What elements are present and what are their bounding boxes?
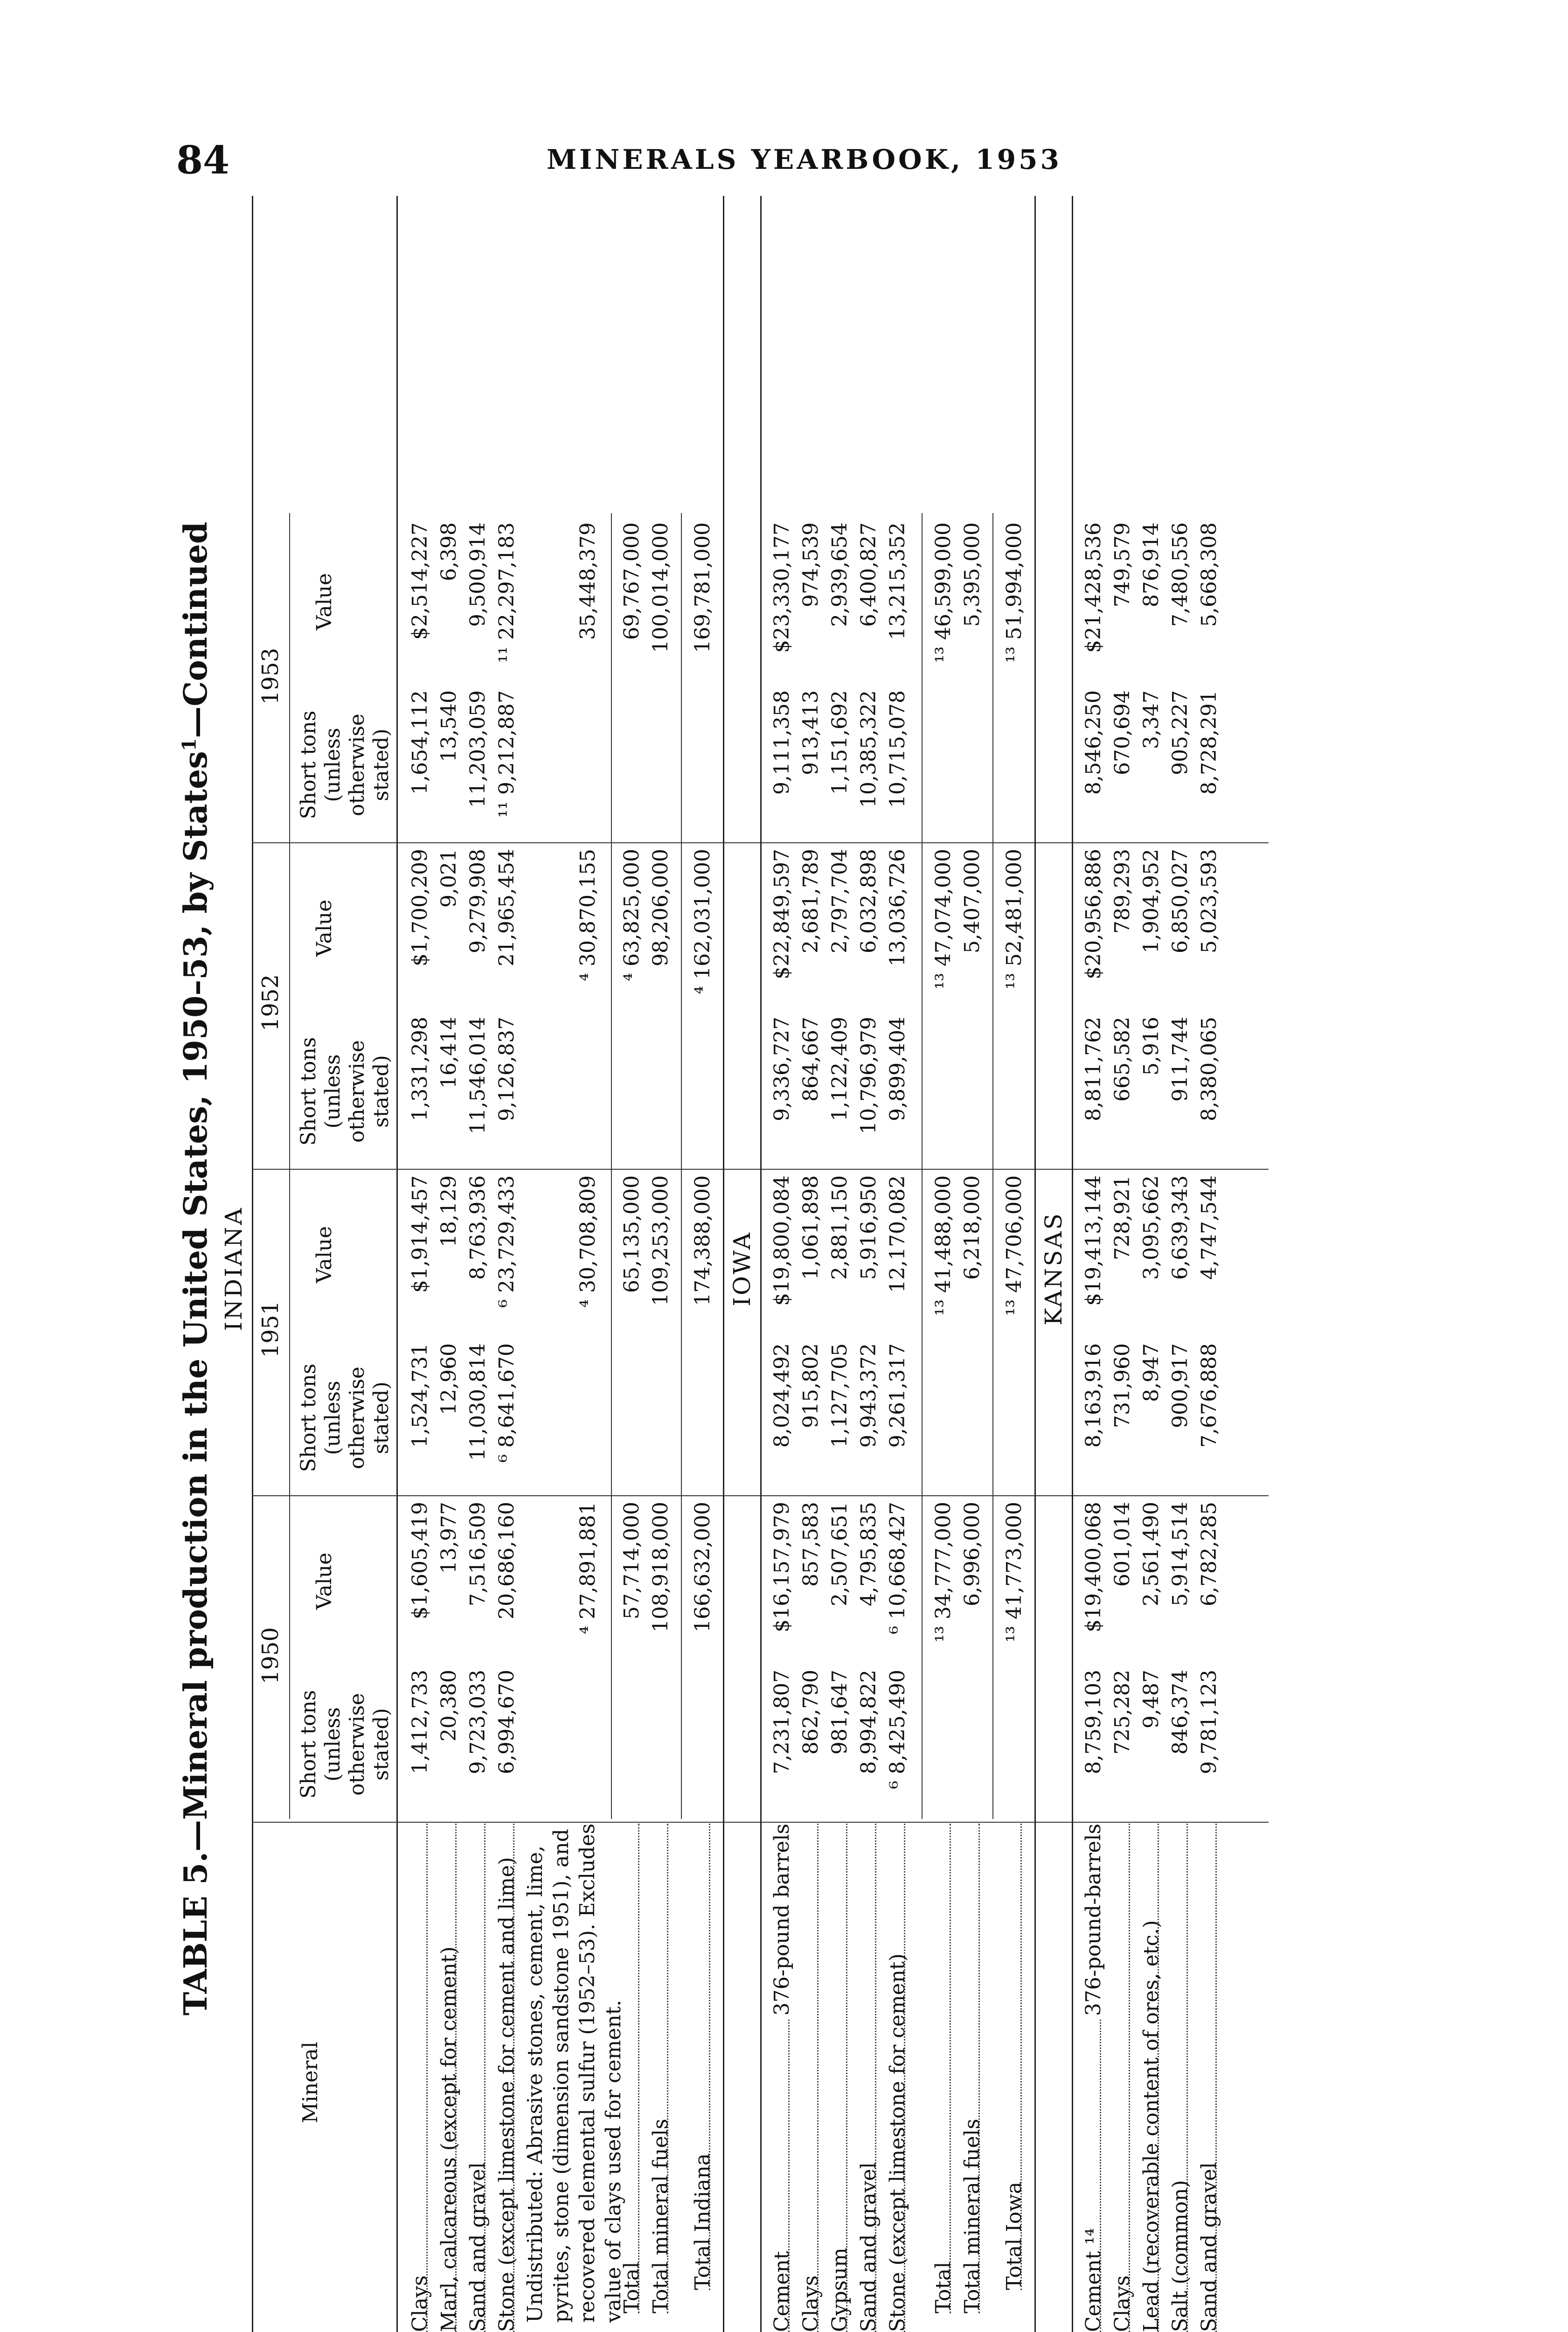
table-row: Lead (recoverable content of ores, etc.) 9,487 2,561,490 8,947 3,095,662 5,916 1,904,952 3,347 876,914 [1137, 196, 1166, 2332]
row-label: Stone (except limestone for cement and lime) [495, 1857, 519, 2332]
table-row: Sand and gravel 9,723,033 7,516,509 11,030,814 8,763,936 11,546,014 9,279,908 11,203,059 9,500,914 [464, 196, 493, 2332]
page-number: 84 [176, 138, 230, 183]
header-bottom-rule [396, 196, 398, 2332]
table-row: Salt (common) 846,374 5,914,514 900,917 6,639,343 911,744 6,850,027 905,227 7,480,556 [1166, 196, 1195, 2332]
qty-header-1953: Short tons (unless otherwise stated) [297, 710, 393, 819]
qty-header-1952: Short tons (unless otherwise stated) [297, 1037, 393, 1146]
year-header-1952: 1952 [257, 974, 284, 1032]
row-label: Clays [799, 2275, 823, 2332]
table-row: Total Iowa ¹³ 41,773,000 ¹³ 47,706,000 ¹³ 52,481,000 ¹³ 51,994,000 [1000, 196, 1029, 2332]
table-row: Stone (except limestone for cement and lime) 6,994,670 20,686,160 ⁶ 8,641,670 ⁶ 23,729,433 9,126,837 21,965,454 ¹¹ 9,212,887 ¹¹ 22,297,183 [493, 196, 521, 2332]
value-header-1950: Value [312, 1552, 336, 1610]
table-row: Total ¹³ 34,777,000 ¹³ 41,488,000 ¹³ 47,074,000 ¹³ 46,599,000 [929, 196, 958, 2332]
page-header [0, 138, 1568, 189]
table-row: Sand and gravel 9,781,123 6,782,285 7,676,888 4,747,544 8,380,065 5,023,593 8,728,291 5,668,308 [1195, 196, 1224, 2332]
table-row: Stone (except limestone for cement) ⁶ 8,425,490 ⁶ 10,668,427 9,261,317 12,170,082 9,899,404 13,036,726 10,715,078 13,215,352 [883, 196, 912, 2332]
row-label: Total [620, 2262, 644, 2313]
row-label: Total Iowa [1002, 2181, 1026, 2290]
state-heading-indiana: INDIANA [220, 1206, 247, 1331]
table-row: Total Indiana 166,632,000 174,388,000 ⁴ 162,031,000 169,781,000 [688, 196, 717, 2332]
running-title: MINERALS YEARBOOK, 1953 [547, 144, 1062, 175]
table-row: Clays 1,412,733 $1,605,419 1,524,731 $1,914,457 1,331,298 $1,700,209 1,654,112 $2,514,227 [406, 196, 435, 2332]
value-header-1951: Value [312, 1226, 336, 1284]
value-header-1953: Value [312, 573, 336, 631]
row-label: Salt (common) [1168, 2180, 1192, 2332]
row-label: Total [931, 2262, 955, 2313]
row-label: Sand and gravel [1197, 2162, 1221, 2332]
row-label: Total mineral fuels [649, 2118, 673, 2313]
table-title: TABLE 5.—Mineral production in the United States, 1950–53, by States$^1$—Continued [177, 521, 215, 2016]
qty-header-1951: Short tons (unless otherwise stated) [297, 1363, 393, 1472]
row-label: Lead (recoverable content of ores, etc.) [1139, 1920, 1163, 2332]
table-row: Clays 725,282 601,014 731,960 728,921 665,582 789,293 670,694 749,579 [1108, 196, 1137, 2332]
row-label: Clays [1110, 2275, 1134, 2332]
row-label: Total mineral fuels [960, 2118, 984, 2313]
section-rule [1072, 196, 1073, 2332]
header-top-rule [252, 196, 253, 2332]
subtotal-rule [611, 513, 612, 1819]
table-row: Clays 862,790 857,583 915,802 1,061,898 864,667 2,681,789 913,413 974,539 [797, 196, 826, 2332]
rotated-table-block [177, 196, 1278, 2332]
qty-header-1950: Short tons (unless otherwise stated) [297, 1690, 393, 1799]
section-rule [760, 196, 762, 2332]
mineral-column-header: Mineral [298, 2041, 322, 2124]
value-header-1952: Value [312, 899, 336, 957]
state-heading-iowa: IOWA [728, 1231, 756, 1306]
table-row: Gypsum 981,647 2,507,651 1,127,705 2,881,150 1,122,409 2,797,704 1,151,692 2,939,654 [826, 196, 854, 2332]
row-label: Clays [408, 2275, 432, 2332]
state-heading-kansas: KANSAS [1040, 1212, 1067, 1326]
year-header-1953: 1953 [257, 647, 284, 705]
table-row: Total mineral fuels 6,996,000 6,218,000 5,407,000 5,395,000 [958, 196, 987, 2332]
undistributed-note: Undistributed: Abrasive stones, cement, lime, pyrites, stone (dimension sandstone 1951), and recovered elemental sulfur (1952–53). Excludes value of clays used for cement. [523, 1823, 625, 2323]
row-label: Gypsum [828, 2248, 852, 2332]
table-row: Cement ¹⁴ 376-pound-barrels 8,759,103 $19,400,068 8,163,916 $19,413,144 8,811,762 $20,956,886 8,546,250 $21,428,536 [1079, 196, 1108, 2332]
year-subrule [289, 513, 290, 1819]
year-header-1950: 1950 [257, 1627, 284, 1685]
section-rule [723, 196, 724, 2332]
table-row: Sand and gravel 8,994,822 4,795,835 9,943,372 5,916,950 10,796,979 6,032,898 10,385,322 6,400,827 [854, 196, 883, 2332]
row-label: Sand and gravel [466, 2162, 490, 2332]
row-label: Total Indiana [691, 2153, 715, 2290]
row-label: Stone (except limestone for cement) [886, 1953, 909, 2332]
row-label: Sand and gravel [857, 2162, 881, 2332]
row-label: Marl, calcareous (except for cement) [437, 1946, 461, 2332]
subtotal-rule [681, 513, 682, 1819]
row-label: Cement ¹⁴ 376-pound-barrels [1079, 1824, 1108, 2332]
section-rule [1034, 196, 1036, 2332]
row-label: Cement 376-pound barrels [768, 1824, 797, 2332]
subtotal-rule [992, 513, 993, 1819]
table-row: Total mineral fuels 108,918,000 109,253,000 98,206,000 100,014,000 [646, 196, 675, 2332]
table-row: Cement 376-pound barrels 7,231,807 $16,157,979 8,024,492 $19,800,084 9,336,727 $22,849,597 9,111,358 $23,330,177 [768, 196, 797, 2332]
subtotal-rule [922, 513, 923, 1819]
table-row: Total 57,714,000 65,135,000 ⁴ 63,825,000 69,767,000 [617, 196, 646, 2332]
table-row: Marl, calcareous (except for cement) 20,380 13,977 12,960 18,129 16,414 9,021 13,540 6,398 [435, 196, 464, 2332]
year-header-1951: 1951 [257, 1300, 284, 1358]
table-row: ⁴ 27,891,881 ⁴ 30,708,809 ⁴ 30,870,155 35,448,379 [576, 522, 600, 1634]
